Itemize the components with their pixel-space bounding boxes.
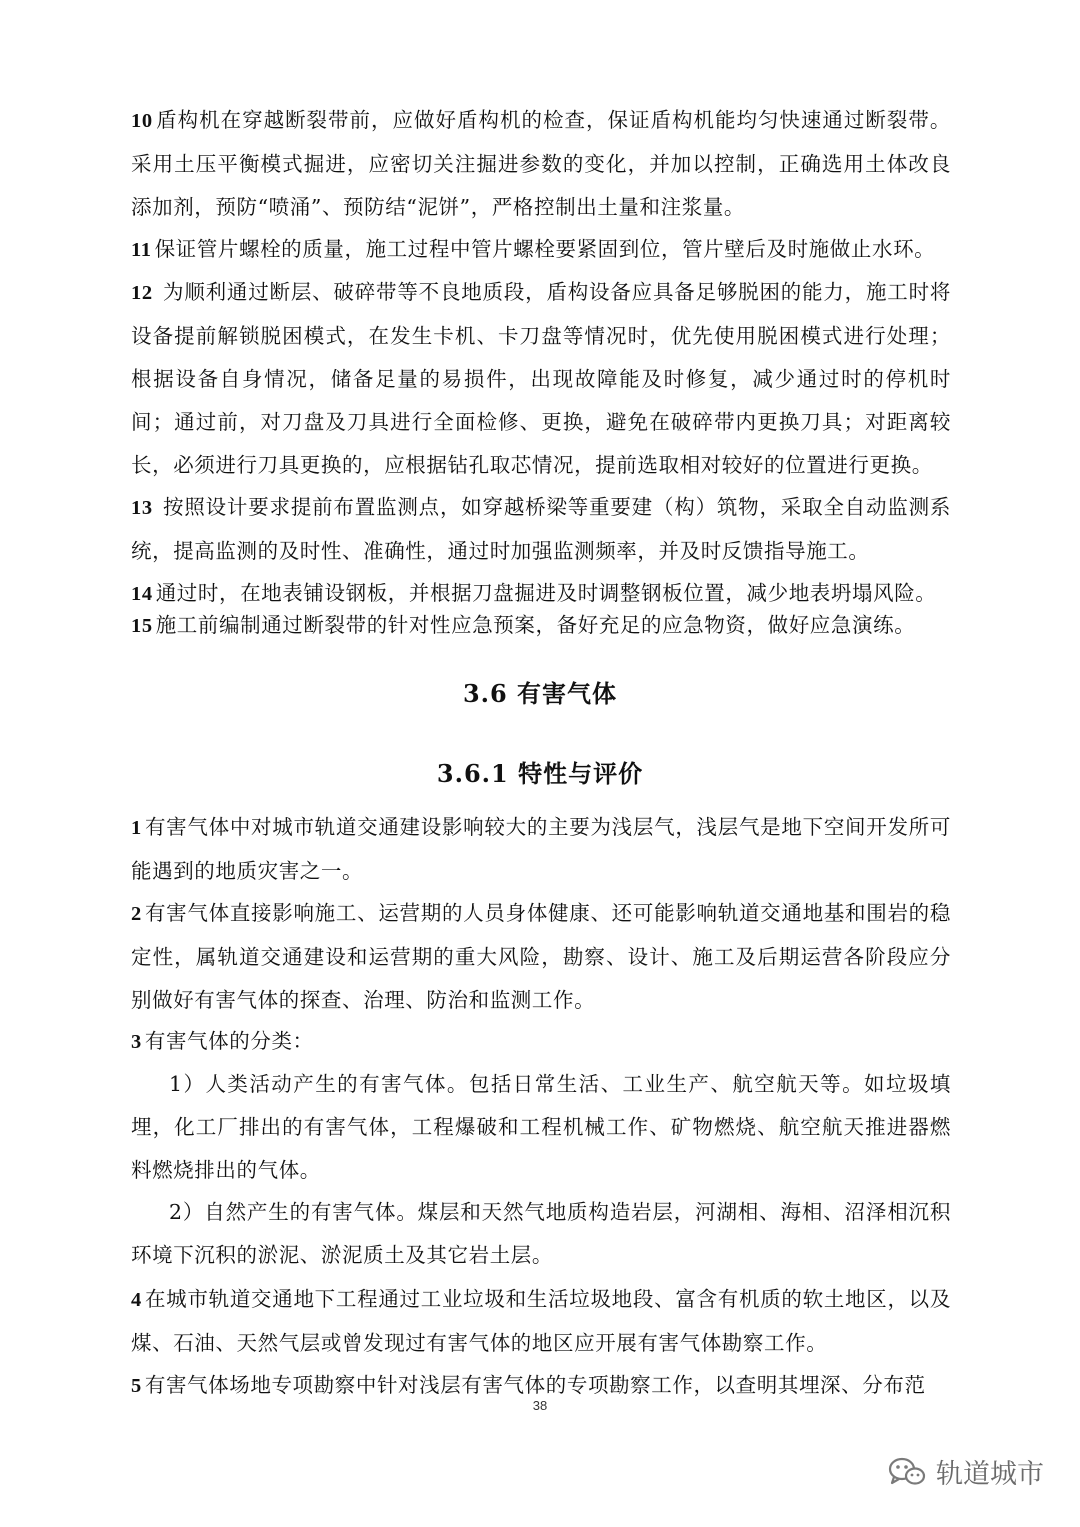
item-number: 14 [131,583,153,605]
item-text: 在城市轨道交通地下工程通过工业垃圾和生活垃圾地段、富含有机质的软土地区，以及煤、石油、天然气层或曾发现过有害气体的地区应开展有害气体勘察工作。 [131,1287,951,1355]
item-10 [131,99,951,229]
eval-item-3-sub-2: 2）自然产生的有害气体。煤层和天然气地质构造岩层，河湖相、海相、沼泽相沉积环境下沉积的淤泥、淤泥质土及其它岩土层。 [131,1200,951,1267]
item-text: 有害气体中对城市轨道交通建设影响较大的主要为浅层气，浅层气是地下空间开发所可能遇到的地质灾害之一。 [131,815,951,883]
page-number: 38 [532,1398,548,1413]
section-heading: 3.6 有害气体 [462,679,618,708]
subsection-heading: 3.6.1 特性与评价 [436,759,644,788]
item-number: 3 [131,1031,142,1053]
item-number: 15 [131,615,153,637]
item-text: 为顺利通过断层、破碎带等不良地质段，盾构设备应具备足够脱困的能力，施工时将设备提前解锁脱困模式，在发生卡机、卡刀盘等情况时，优先使用脱困模式进行处理；根据设备自身情况，储备足量的易损件，出现故障能及时修复，减少通过时的停机时间；通过前，对刀盘及刀具进行全面检修、更换，避免在破碎带内更换刀具；对距离较长，必须进行刀具更换的，应根据钻孔取芯情况，提前选取相对较好的位置进行更换。 [131,280,951,477]
item-text: 通过时，在地表铺设钢板，并根据刀盘掘进及时调整钢板位置，减少地表坍塌风险。 [155,581,937,605]
item-text: 按照设计要求提前布置监测点，如穿越桥梁等重要建（构）筑物，采取全自动监测系统，提高监测的及时性、准确性，通过时加强监测频率，并及时反馈指导施工。 [131,495,951,563]
item-text: 施工前编制通过断裂带的针对性应急预案，备好充足的应急物资，做好应急演练。 [155,613,916,637]
item-number: 4 [131,1289,142,1311]
item-text: 有害气体直接影响施工、运营期的人员身体健康、还可能影响轨道交通地基和围岩的稳定性，属轨道交通建设和运营期的重大风险，勘察、设计、施工及后期运营各阶段应分别做好有害气体的探查、治理、防治和监测工作。 [131,901,951,1012]
item-text: 有害气体场地专项勘察中针对浅层有害气体的专项勘察工作，以查明其埋深、分布范 [144,1373,926,1397]
eval-item-4 [131,1278,951,1365]
item-text: 有害气体的分类： [144,1029,314,1053]
eval-item-3 [131,1020,951,1064]
item-12 [131,271,951,487]
item-number: 11 [131,239,152,261]
item-number: 12 [131,282,153,304]
item-number: 10 [131,110,153,132]
item-13 [131,486,951,573]
wechat-icon [888,1456,926,1488]
item-number: 13 [131,497,153,519]
item-number: 5 [131,1375,142,1397]
eval-item-3-sub-1: 1）人类活动产生的有害气体。包括日常生活、工业生产、航空航天等。如垃圾填埋，化工厂排出的有害气体，工程爆破和工程机械工作、矿物燃烧、航空航天推进器燃料燃烧排出的气体。 [131,1072,951,1182]
item-11 [131,228,951,272]
eval-item-2 [131,892,951,1022]
item-text: 保证管片螺栓的质量，施工过程中管片螺栓要紧固到位，管片壁后及时施做止水环。 [154,237,936,261]
watermark-text: 轨道城市 [936,1459,1044,1490]
item-15 [131,604,951,648]
item-text: 盾构机在穿越断裂带前，应做好盾构机的检查，保证盾构机能均匀快速通过断裂带。采用土压平衡模式掘进，应密切关注掘进参数的变化，并加以控制，正确选用土体改良添加剂，预防“喷涌”、预防结“泥饼”，严格控制出土量和注浆量。 [131,108,951,219]
eval-item-1 [131,806,951,893]
item-number: 1 [131,817,142,839]
item-number: 2 [131,903,142,925]
watermark [888,1452,1044,1491]
